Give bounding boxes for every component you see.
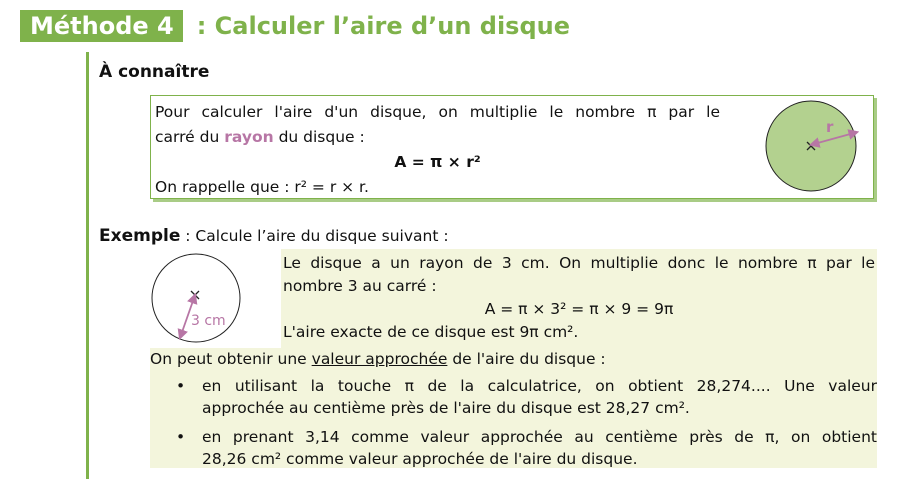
list-item [150,426,877,470]
definition-box [150,95,874,199]
method-title [20,10,570,42]
bullet-1-line-2: approchée au centième près de l'aire du disque est 28,27 cm². [202,399,690,417]
example-question [99,226,449,246]
definition-line-2-start: carré du [155,128,225,146]
definition-line-1: Pour calculer l'aire d'un disque, on multiplie le nombre π par le [155,103,720,121]
solution-box [281,249,877,348]
bullet-1-line-1: en utilisant la touche π de la calculatrice, on obtient 28,274.... Une valeur [202,377,877,395]
bullet-icon: • [176,377,186,395]
bullet-2-line-1: en prenant 3,14 comme valeur approchée au centième près de π, on obtient [202,428,877,446]
radius-label: r [826,118,834,136]
area-formula: A = π × r² [394,153,481,171]
bullet-2-line-2: 28,26 cm² comme valeur approchée de l'aire du disque. [202,450,638,468]
definition-line-2 [155,128,365,146]
definition-text [155,100,720,200]
approximate-value-term: valeur approchée [311,350,448,368]
approximation-intro [150,348,606,370]
approximation-intro-end: de l'aire du disque : [447,350,606,368]
method-label: Méthode 4 [20,10,183,42]
page-title: : Calculer l’aire d’un disque [196,12,571,40]
solution-line-2: nombre 3 au carré : [283,277,437,295]
definition-line-2-end: du disque : [273,128,365,146]
example-label: Exemple [99,226,181,246]
solution-line-1: Le disque a un rayon de 3 cm. On multiplie donc le nombre π par le [283,254,875,272]
exact-area: L'aire exacte de ce disque est 9π cm². [283,323,579,341]
list-item [150,375,877,419]
approximation-box [150,348,877,468]
example-radius-label: 3 cm [191,313,226,329]
solution-formula: A = π × 3² = π × 9 = 9π [484,300,674,318]
bullet-icon: • [176,428,186,446]
section-heading-a-connaitre: À connaître [99,62,210,82]
side-accent-bar [86,52,89,479]
example-disk-figure [148,250,244,346]
disk-radius-figure [763,98,859,194]
rayon-highlight: rayon [224,128,274,146]
square-reminder: On rappelle que : r² = r × r. [155,178,369,196]
approximation-list [150,375,877,477]
solution-text [283,252,875,344]
approximation-intro-start: On peut obtenir une [150,350,312,368]
example-question-text: : Calcule l’aire du disque suivant : [180,227,449,245]
